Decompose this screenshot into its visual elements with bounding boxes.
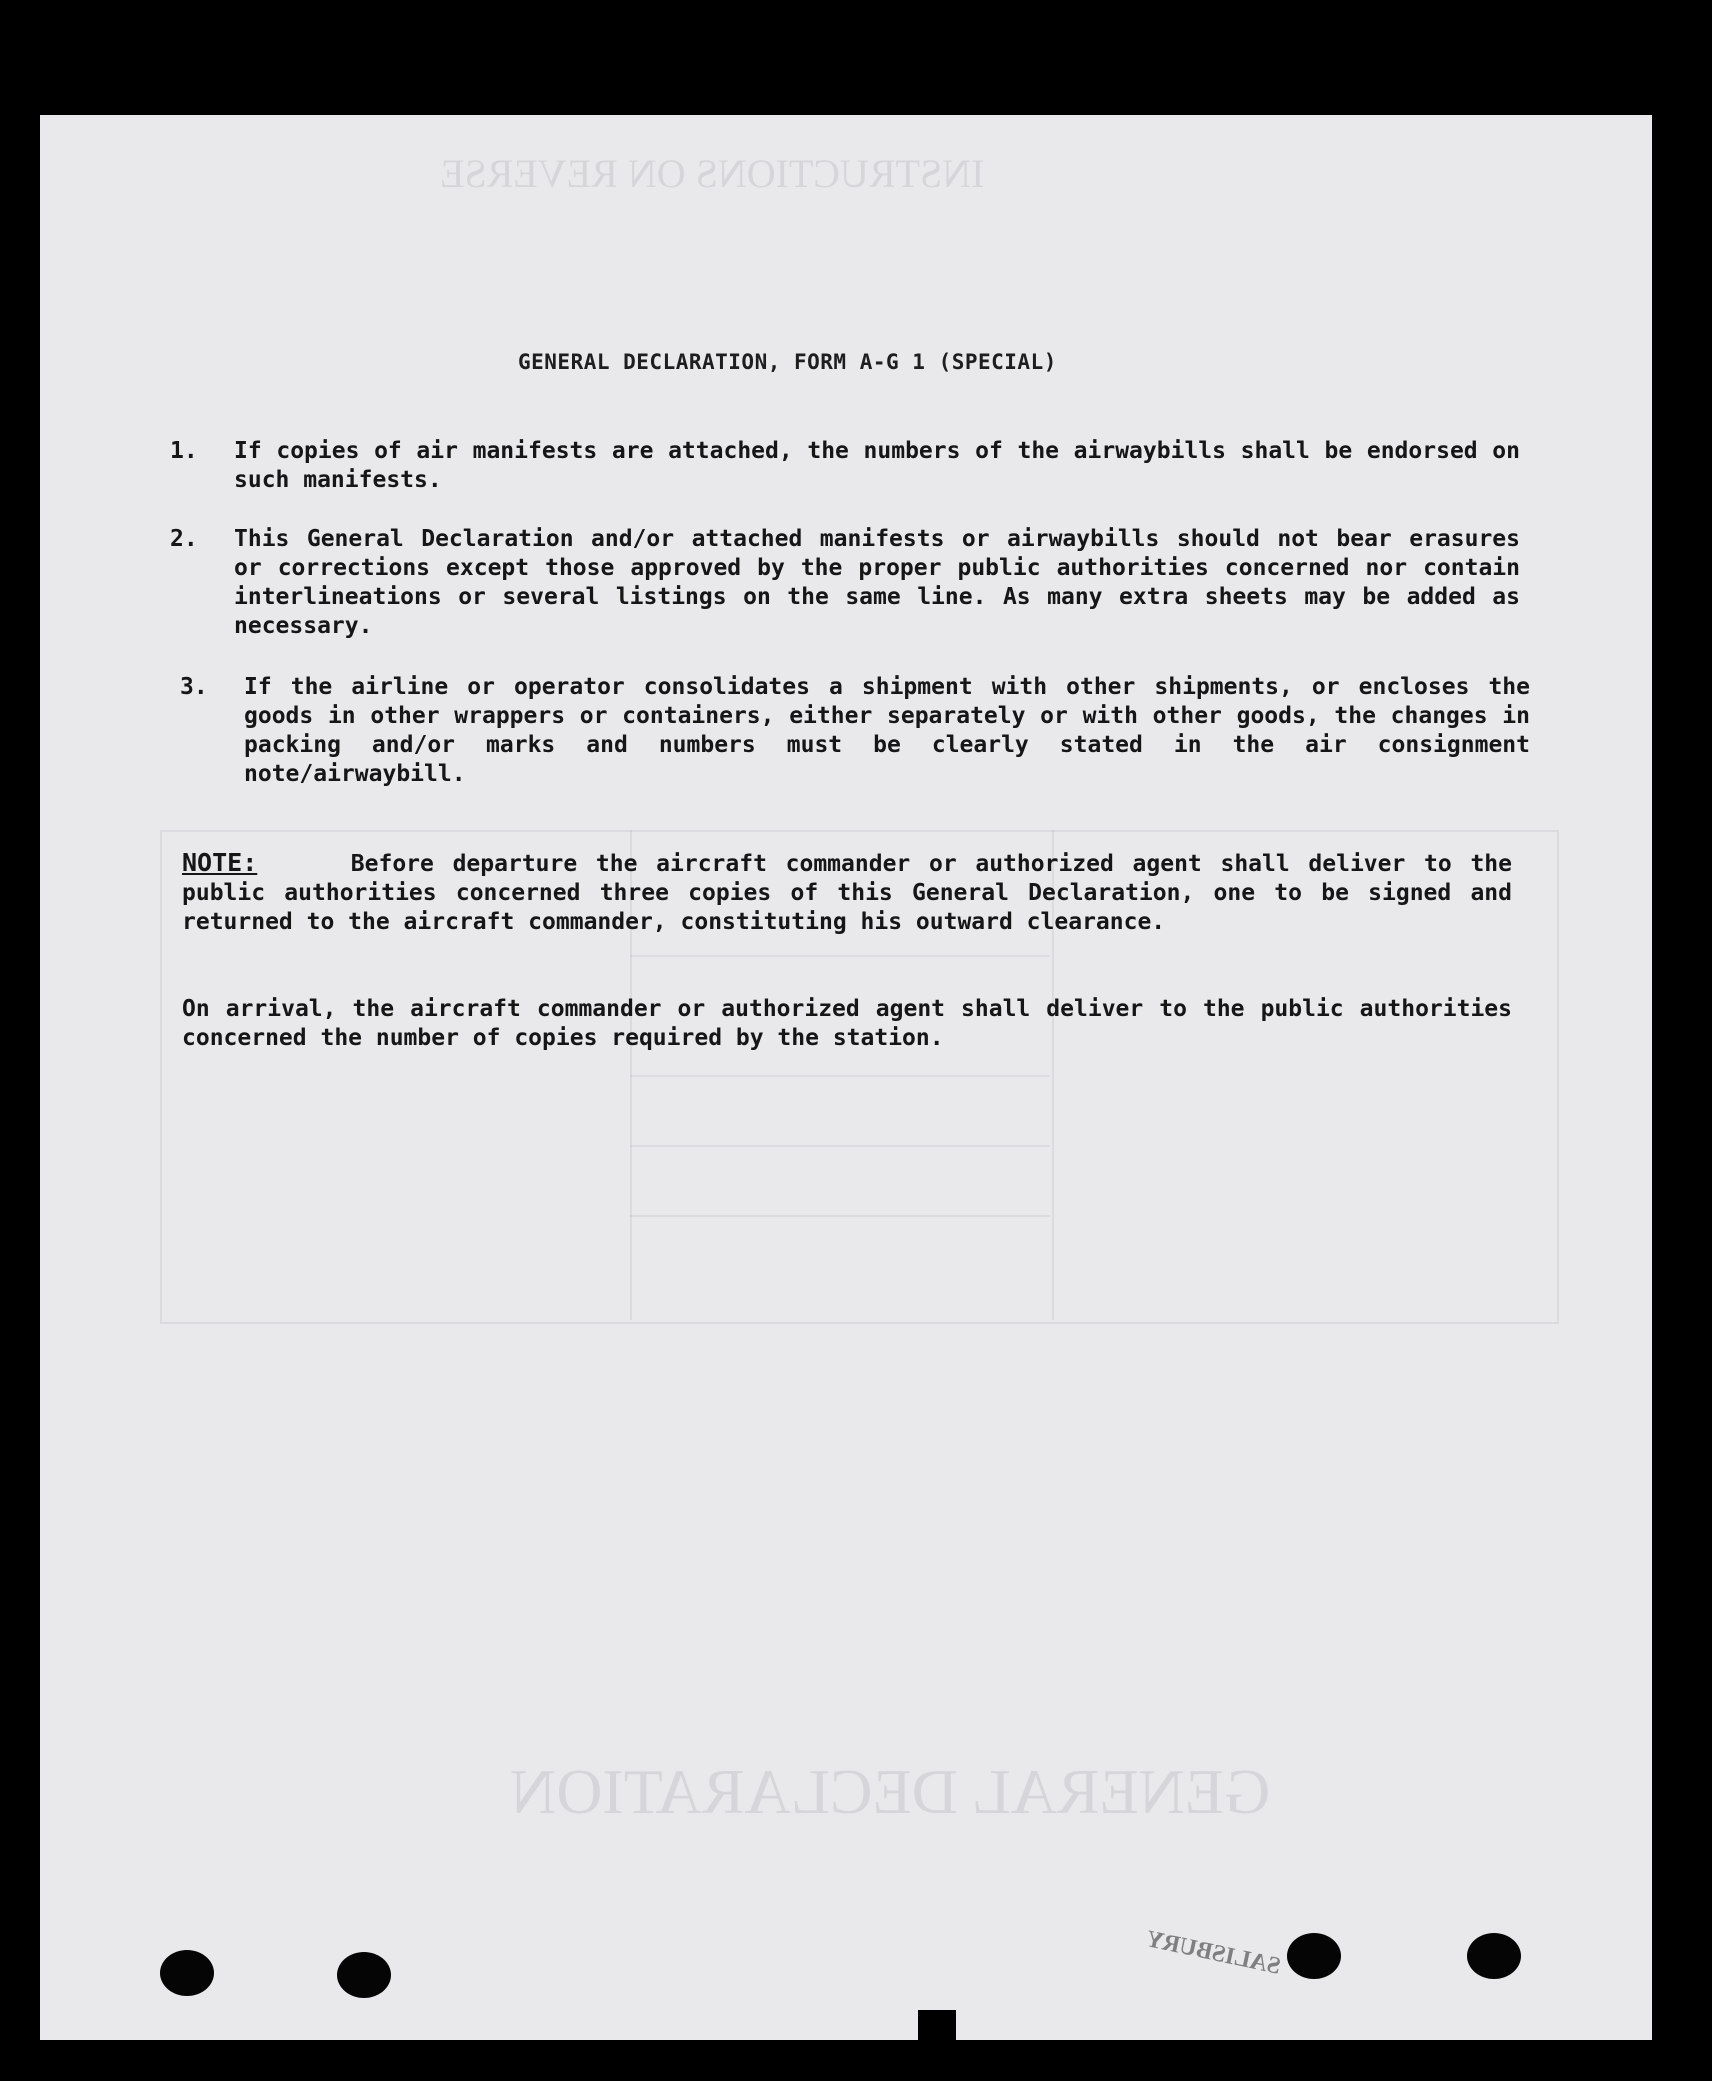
item-text: If copies of air manifests are attached, the numbers of the airwaybills shall be endorsed on such manifests.: [234, 438, 1520, 493]
punch-hole: [1287, 1933, 1341, 1979]
arrival-paragraph: On arrival, the aircraft commander or authorized agent shall deliver to the public authorities concerned the number of copies required by the station.: [182, 996, 1512, 1051]
instruction-item-1: [170, 437, 1520, 495]
punch-hole: [1467, 1933, 1521, 1979]
note-text: Before departure the aircraft commander or authorized agent shall deliver to the public authorities concerned three copies of this General Declaration, one to be signed and returned to the aircraft commander, constituting his outward clearance.: [182, 851, 1512, 935]
document-title: GENERAL DECLARATION, FORM A-G 1 (SPECIAL): [518, 350, 1057, 374]
instruction-item-2: [170, 525, 1520, 641]
item-text: This General Declaration and/or attached manifests or airwaybills should not bear erasures or corrections except those approved by the proper public authorities concerned nor contain interlineations or several listings on the same line. As many extra sheets may be added as necessary.: [234, 526, 1520, 639]
note-label: NOTE:: [182, 848, 258, 877]
punch-hole: [160, 1950, 214, 1996]
item-number: 1.: [170, 438, 198, 464]
document-page: [40, 115, 1652, 2040]
punch-hole: [337, 1952, 391, 1998]
instruction-item-3: [180, 673, 1530, 789]
note-paragraph: [182, 848, 1512, 937]
bleed-through-heading: GENERAL DECLARATION: [510, 1756, 1271, 1827]
item-number: 3.: [180, 674, 208, 700]
binding-tab: [918, 2010, 956, 2050]
bleed-through-stamp: SALISBURY: [1143, 1926, 1283, 1980]
bleed-through-heading: INSTRUCTIONS ON REVERSE: [440, 151, 985, 196]
item-text: If the airline or operator consolidates a shipment with other shipments, or encloses the goods in other wrappers or containers, either separately or with other goods, the changes in packing and/or marks and numbers must be clearly stated in the air consignment note/airwaybill.: [244, 674, 1530, 787]
item-number: 2.: [170, 526, 198, 552]
